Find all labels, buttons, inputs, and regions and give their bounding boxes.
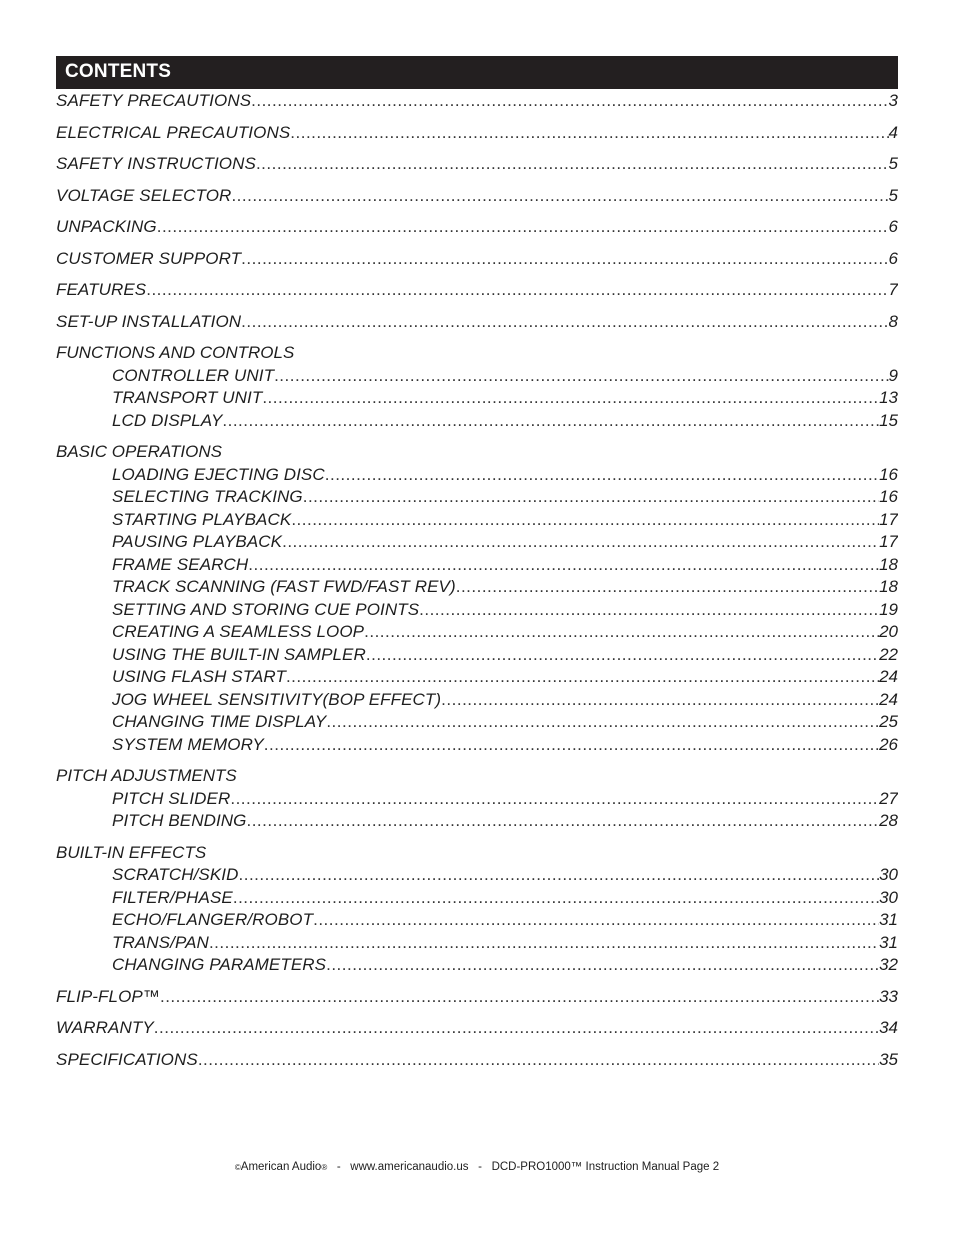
toc-dot-leader [326,954,879,977]
toc-dot-leader [209,932,879,955]
toc-entry-page: 5 [888,154,898,173]
toc-entry-page: 20 [879,622,898,641]
toc-entry-page: 26 [879,734,898,754]
toc-entry-page: 31 [879,932,898,952]
toc-entry-label: TRANSPORT UNIT [112,388,263,407]
toc-entry-safety-precautions[interactable] [56,90,898,113]
page-footer [0,1161,954,1173]
toc-dot-leader [246,810,879,833]
toc-entry-unpacking[interactable] [56,216,898,239]
copyright-symbol: © [234,1163,241,1172]
toc-entry-setup-installation[interactable] [56,311,898,334]
toc-dot-leader [264,734,879,757]
toc-entry-page: 18 [879,554,898,574]
toc-entry-page: 33 [879,986,898,1006]
toc-entry-label: UNPACKING [56,217,157,236]
toc-entry-warranty[interactable] [56,1017,898,1040]
toc-dot-leader [256,153,889,176]
toc-dot-leader [286,666,879,689]
toc-entry-transport-unit[interactable] [56,387,898,410]
toc-entry-label: SYSTEM MEMORY [112,734,264,754]
toc-entry-label: VOLTAGE SELECTOR [56,185,232,205]
footer-separator: - [478,1161,482,1173]
toc-entry-electrical-precautions[interactable] [56,122,898,145]
toc-dot-leader [262,387,879,410]
toc-entry-controller-unit[interactable] [56,365,898,388]
toc-entry-changing-time-display[interactable] [56,711,898,734]
toc-entry-label: CONTROLLER UNIT [112,365,275,385]
toc-dot-leader [241,311,888,334]
contents-title: CONTENTS [65,61,172,82]
toc-dot-leader [274,365,888,388]
toc-entry-page: 34 [879,1018,898,1037]
toc-dot-leader [313,909,879,932]
toc-entry-page: 6 [888,248,898,268]
footer-website: www.americanaudio.us [350,1161,469,1173]
toc-entry-system-memory[interactable] [56,734,898,757]
toc-entry-page: 8 [888,311,898,331]
toc-entry-page: 35 [879,1049,898,1069]
toc-dot-leader [248,554,879,577]
toc-entry-page: 15 [879,410,898,430]
toc-entry-flip-flop[interactable] [56,986,898,1009]
toc-dot-leader [198,1049,879,1072]
toc-entry-label: SAFETY PRECAUTIONS [56,91,252,110]
toc-section-heading-basic-operations: BASIC OPERATIONS [56,442,222,461]
toc-entry-page: 16 [879,464,898,484]
toc-dot-leader [326,711,879,734]
toc-entry-page: 19 [879,599,898,619]
toc-entry-page: 30 [879,887,898,907]
toc-entry-page: 16 [879,487,898,506]
toc-entry-echo-flanger-robot[interactable] [56,909,898,932]
toc-entry-label: JOG WHEEL SENSITIVITY(BOP EFFECT) [112,689,442,709]
toc-entry-page: 6 [888,217,898,236]
toc-entry-changing-parameters[interactable] [56,954,898,977]
toc-entry-using-flash-start[interactable] [56,666,898,689]
toc-entry-label: CHANGING TIME DISPLAY [112,712,327,731]
toc-dot-leader [419,599,879,622]
toc-entry-specifications[interactable] [56,1049,898,1072]
toc-entry-trans-pan[interactable] [56,932,898,955]
toc-entry-page: 24 [879,689,898,709]
toc-dot-leader [251,90,888,113]
toc-entry-page: 24 [879,667,898,686]
toc-entry-label: USING THE BUILT-IN SAMPLER [112,644,366,664]
toc-entry-page: 22 [879,644,898,664]
registered-symbol: ® [321,1163,328,1172]
toc-entry-label: CUSTOMER SUPPORT [56,248,242,268]
toc-entry-label: LOADING EJECTING DISC [112,464,325,484]
toc-entry-page: 3 [888,91,898,110]
toc-entry-jog-wheel-sensitivity[interactable] [56,689,898,712]
toc-dot-leader [303,486,879,509]
toc-dot-leader [291,509,879,532]
toc-entry-label: SELECTING TRACKING [112,487,303,506]
toc-entry-label: PITCH SLIDER [112,788,231,808]
toc-entry-selecting-tracking[interactable] [56,486,898,509]
toc-entry-label: ECHO/FLANGER/ROBOT [112,910,314,929]
toc-entry-page: 9 [888,365,898,385]
toc-entry-loading-ejecting-disc[interactable] [56,464,898,487]
toc-entry-label: PITCH BENDING [112,811,247,830]
toc-entry-customer-support[interactable] [56,248,898,271]
toc-entry-label: TRANS/PAN [112,932,209,952]
toc-entry-creating-seamless-loop[interactable] [56,621,898,644]
toc-entry-setting-storing-cue-points[interactable] [56,599,898,622]
toc-entry-label: CHANGING PARAMETERS [112,955,327,974]
toc-entry-label: SAFETY INSTRUCTIONS [56,154,256,173]
toc-entry-label: SCRATCH/SKID [112,865,239,884]
toc-dot-leader [325,464,879,487]
toc-entry-label: SET-UP INSTALLATION [56,311,242,331]
toc-entry-pausing-playback[interactable] [56,531,898,554]
toc-entry-voltage-selector[interactable] [56,185,898,208]
toc-dot-leader [157,216,889,239]
toc-entry-page: 28 [879,811,898,830]
toc-entry-label: STARTING PLAYBACK [112,509,292,529]
toc-entry-label: USING FLASH START [112,667,286,686]
footer-separator: - [336,1161,341,1173]
contents-header-bar [56,56,898,89]
toc-entry-track-scanning[interactable] [56,576,898,599]
toc-entry-page: 7 [888,280,898,299]
toc-entry-label: FILTER/PHASE [112,887,233,907]
toc-entry-page: 27 [879,788,898,808]
toc-entry-label: CREATING A SEAMLESS LOOP [112,622,365,641]
toc-entry-label: WARRANTY [56,1018,154,1037]
toc-entry-page: 17 [879,509,898,529]
table-of-contents [56,90,898,1071]
toc-section-heading-functions-and-controls: FUNCTIONS AND CONTROLS [56,343,295,362]
toc-entry-page: 4 [888,122,898,142]
toc-dot-leader [290,122,888,145]
toc-entry-label: FLIP-FLOP™ [56,986,160,1006]
toc-entry-features[interactable] [56,279,898,302]
toc-entry-page: 30 [879,865,898,884]
toc-entry-label: PAUSING PLAYBACK [112,532,283,551]
toc-entry-filter-phase[interactable] [56,887,898,910]
toc-entry-label: LCD DISPLAY [112,410,223,430]
toc-dot-leader [456,576,879,599]
toc-entry-label: FEATURES [56,280,147,299]
toc-entry-using-builtin-sampler[interactable] [56,644,898,667]
toc-dot-leader [146,279,888,302]
toc-dot-leader [233,887,879,910]
toc-dot-leader [282,531,879,554]
toc-entry-page: 5 [888,185,898,205]
toc-dot-leader [441,689,879,712]
toc-entry-page: 32 [879,955,898,974]
toc-entry-page: 31 [879,910,898,929]
toc-dot-leader [241,248,888,271]
toc-entry-page: 17 [879,532,898,551]
toc-entry-pitch-slider[interactable] [56,788,898,811]
toc-section-heading-builtin-effects: BUILT-IN EFFECTS [56,842,207,862]
footer-manual-page: DCD-PRO1000™ Instruction Manual Page 2 [491,1161,720,1173]
toc-dot-leader [222,410,879,433]
toc-entry-pitch-bending[interactable] [56,810,898,833]
toc-dot-leader [239,864,880,887]
toc-entry-page: 25 [879,712,898,731]
toc-entry-safety-instructions[interactable] [56,153,898,176]
toc-entry-label: TRACK SCANNING (FAST FWD/FAST REV) [112,577,456,596]
toc-dot-leader [160,986,879,1009]
toc-entry-label: SPECIFICATIONS [56,1049,198,1069]
toc-entry-scratch-skid[interactable] [56,864,898,887]
footer-brand: American Audio [240,1161,322,1173]
toc-dot-leader [231,185,888,208]
toc-dot-leader [364,621,879,644]
toc-dot-leader [154,1017,879,1040]
toc-entry-page: 13 [879,388,898,407]
toc-section-heading-pitch-adjustments: PITCH ADJUSTMENTS [56,766,237,785]
toc-entry-label: SETTING AND STORING CUE POINTS [112,599,420,619]
toc-entry-page: 18 [879,577,898,596]
toc-dot-leader [230,788,879,811]
toc-entry-label: FRAME SEARCH [112,554,249,574]
toc-entry-starting-playback[interactable] [56,509,898,532]
toc-entry-frame-search[interactable] [56,554,898,577]
toc-entry-lcd-display[interactable] [56,410,898,433]
toc-entry-label: ELECTRICAL PRECAUTIONS [56,122,291,142]
toc-dot-leader [366,644,879,667]
